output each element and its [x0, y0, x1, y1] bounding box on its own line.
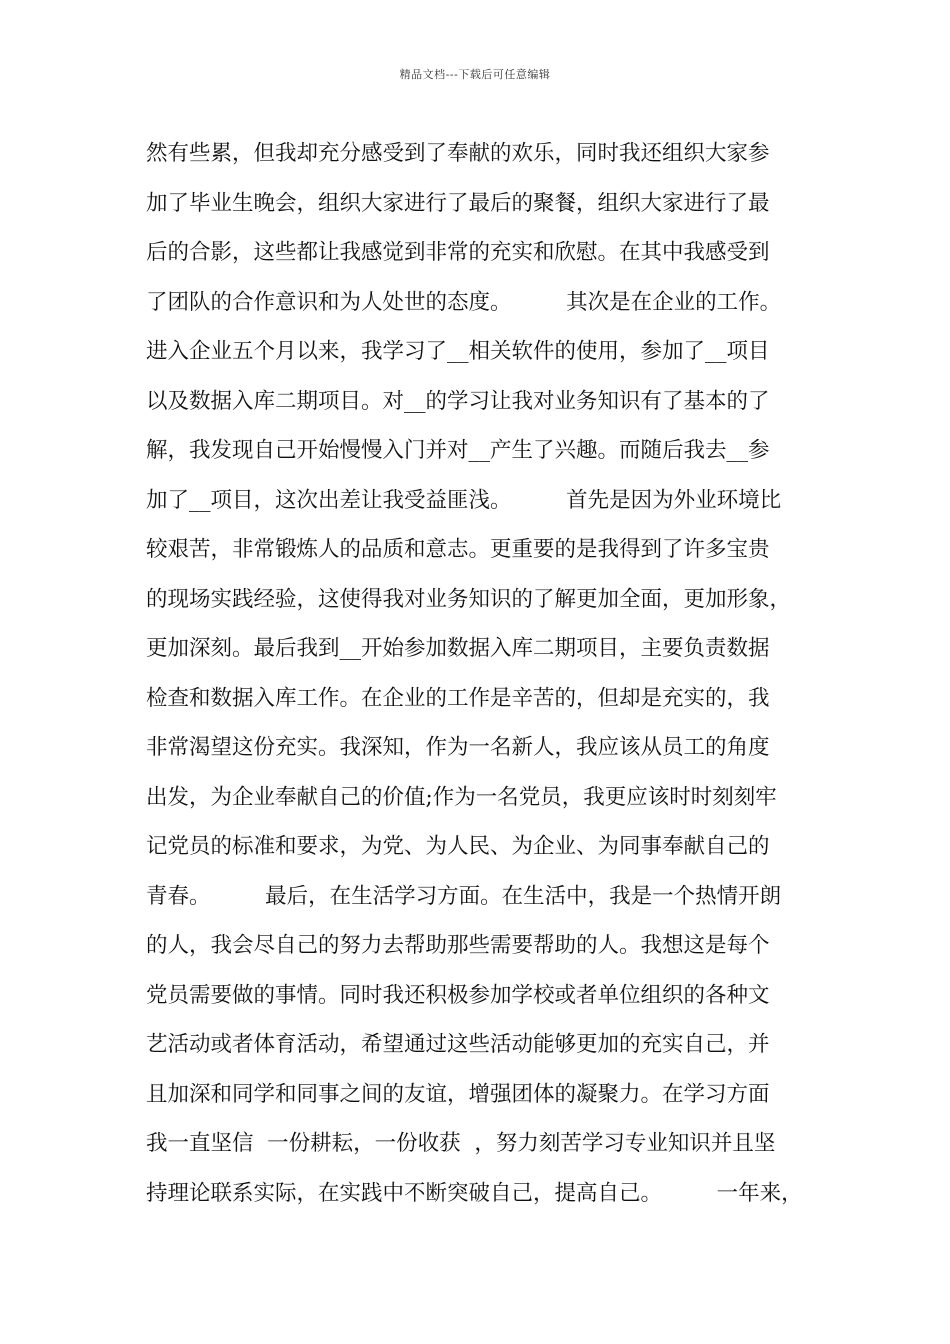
text-line: 较艰苦，非常锻炼人的品质和意志。更重要的是我得到了许多宝贵	[146, 537, 770, 562]
text-line: 进入企业五个月以来，我学习了__相关软件的使用，参加了__项目	[146, 339, 770, 364]
text-line: 更加深刻。最后我到__开始参加数据入库二期项目，主要负责数据	[146, 636, 770, 661]
text-line: 加了__项目，这次出差让我受益匪浅。 首先是因为外业环境比	[146, 487, 782, 513]
text-line: 后的合影，这些都让我感觉到非常的充实和欣慰。在其中我感受到	[146, 240, 770, 265]
text-line: 青春。 最后，在生活学习方面。在生活中，我是一个热情开朗	[146, 883, 782, 909]
text-line: 我一直坚信 一份耕耘，一份收获 ，努力刻苦学习专业知识并且坚	[146, 1131, 776, 1156]
body-text	[146, 129, 836, 1218]
text-line: 艺活动或者体育活动，希望通过这些活动能够更加的充实自己，并	[146, 1032, 770, 1057]
text-line: 记党员的标准和要求，为党、为人民、为企业、为同事奉献自己的	[146, 834, 770, 859]
text-line: 非常渴望这份充实。我深知，作为一名新人，我应该从员工的角度	[146, 735, 770, 760]
text-line: 的人，我会尽自己的努力去帮助那些需要帮助的人。我想这是每个	[146, 933, 770, 958]
text-line: 解，我发现自己开始慢慢入门并对__产生了兴趣。而随后我去__参	[146, 438, 770, 463]
text-line: 的现场实践经验，这使得我对业务知识的了解更加全面，更加形象，	[146, 586, 792, 612]
text-line: 了团队的合作意识和为人处世的态度。 其次是在企业的工作。	[146, 289, 782, 315]
text-line: 且加深和同学和同事之间的友谊，增强团体的凝聚力。在学习方面	[146, 1081, 770, 1107]
text-line: 以及数据入库二期项目。对__的学习让我对业务知识有了基本的了	[146, 388, 770, 414]
text-line: 党员需要做的事情。同时我还积极参加学校或者单位组织的各种文	[146, 982, 770, 1008]
text-line: 加了毕业生晚会，组织大家进行了最后的聚餐，组织大家进行了最	[146, 190, 770, 216]
page-header: 精品文档---下载后可任意编辑	[399, 68, 551, 81]
text-line: 出发，为企业奉献自己的价值;作为一名党员，我更应该时时刻刻牢	[146, 784, 777, 810]
text-line: 然有些累，但我却充分感受到了奉献的欢乐，同时我还组织大家参	[146, 141, 770, 166]
text-line: 持理论联系实际，在实践中不断突破自己，提高自己。 一年来，	[146, 1180, 803, 1206]
text-line: 检查和数据入库工作。在企业的工作是辛苦的，但却是充实的，我	[146, 685, 770, 711]
